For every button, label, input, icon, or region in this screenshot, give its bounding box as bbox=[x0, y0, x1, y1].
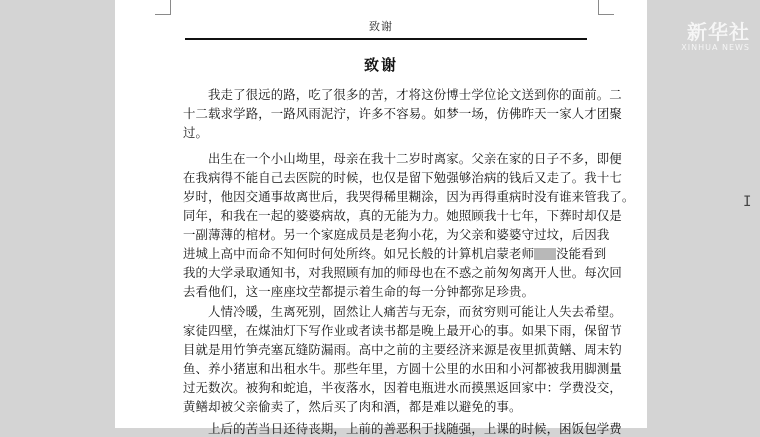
text-line: 人情冷暖，生离死别，固然让人痛苦与无奈，而贫穷则可能让人失去希望。 bbox=[208, 304, 622, 319]
header-rule bbox=[185, 38, 587, 40]
text-segment: 进城上高中而命不知何时何处所终。如兄长般的计算机启蒙老师 bbox=[183, 246, 535, 261]
crop-mark-left-vertical bbox=[170, 0, 171, 14]
running-header: 致谢 bbox=[369, 20, 393, 33]
watermark-main-text: 新华社 bbox=[687, 20, 750, 44]
text-line: 我走了很远的路，吃了很多的苦，才将这份博士学位论文送到你的面前。二 bbox=[208, 87, 622, 102]
text-line: 同年，和我在一起的婆婆病故，真的无能为力。她照顾我十七年，下葬时却仅是 bbox=[183, 208, 622, 223]
watermark-sub-text: XINHUA NEWS bbox=[681, 43, 750, 52]
text-line: 家徒四壁，在煤油灯下写作业或者读书都是晚上最开心的事。如果下雨，保留节 bbox=[183, 323, 622, 338]
crop-mark-left-horizontal bbox=[155, 14, 171, 15]
news-watermark-logo bbox=[681, 16, 750, 52]
section-title: 致谢 bbox=[363, 56, 398, 74]
text-line: 十二载求学路，一路风雨泥泞，许多不容易。如梦一场，仿佛昨天一家人才团聚 bbox=[183, 106, 622, 121]
crop-mark-right-horizontal bbox=[598, 14, 614, 15]
text-cursor-icon: I bbox=[743, 194, 752, 210]
text-line-partial: 上后的苦当日还待丧期，上前的善恶积于找随强，上课的时候，困饭包学费 bbox=[208, 421, 622, 436]
text-line: 一副薄薄的棺材。另一个家庭成员是老狗小花，为父亲和婆婆守过坟，后因我 bbox=[183, 227, 610, 242]
text-line: 去看他们，这一座座坟茔都提示着生命的每一分钟都弥足珍贵。 bbox=[183, 284, 535, 299]
text-line: 在我病得不能自己去医院的时候，也仅是留下勉强够治病的钱后又走了。我十七 bbox=[183, 170, 622, 185]
text-line: 过。 bbox=[183, 125, 209, 140]
text-line: 岁时，他因交通事故离世后，我哭得稀里糊涂，因为再得重病时没有谁来管我了。 bbox=[183, 189, 635, 204]
document-page bbox=[115, 0, 647, 436]
text-line: 鱼、养小猪崽和出租水牛。那些年里，方圆十公里的水田和小河都被我用脚测量 bbox=[183, 361, 622, 376]
text-line-with-redaction bbox=[183, 244, 606, 262]
text-line: 过无数次。被狗和蛇追，半夜落水，因着电瓶进水而摸黑返回家中：学费没交， bbox=[183, 380, 622, 395]
text-line: 黄鳝却被父亲偷卖了，然后买了肉和酒，都是难以避免的事。 bbox=[183, 399, 522, 414]
text-line: 目就是用竹笋壳塞瓦缝防漏雨。高中之前的主要经济来源是夜里抓黄鳝、周末钓 bbox=[183, 342, 622, 357]
redacted-name-block bbox=[534, 248, 556, 260]
text-line: 出生在一个小山坳里，母亲在我十二岁时离家。父亲在家的日子不多，即便 bbox=[208, 151, 622, 166]
text-line: 我的大学录取通知书，对我照顾有加的师母也在不惑之前匆匆离开人世。每次回 bbox=[183, 265, 622, 280]
crop-mark-right-vertical bbox=[598, 0, 599, 14]
text-segment: 没能看到 bbox=[556, 246, 607, 261]
